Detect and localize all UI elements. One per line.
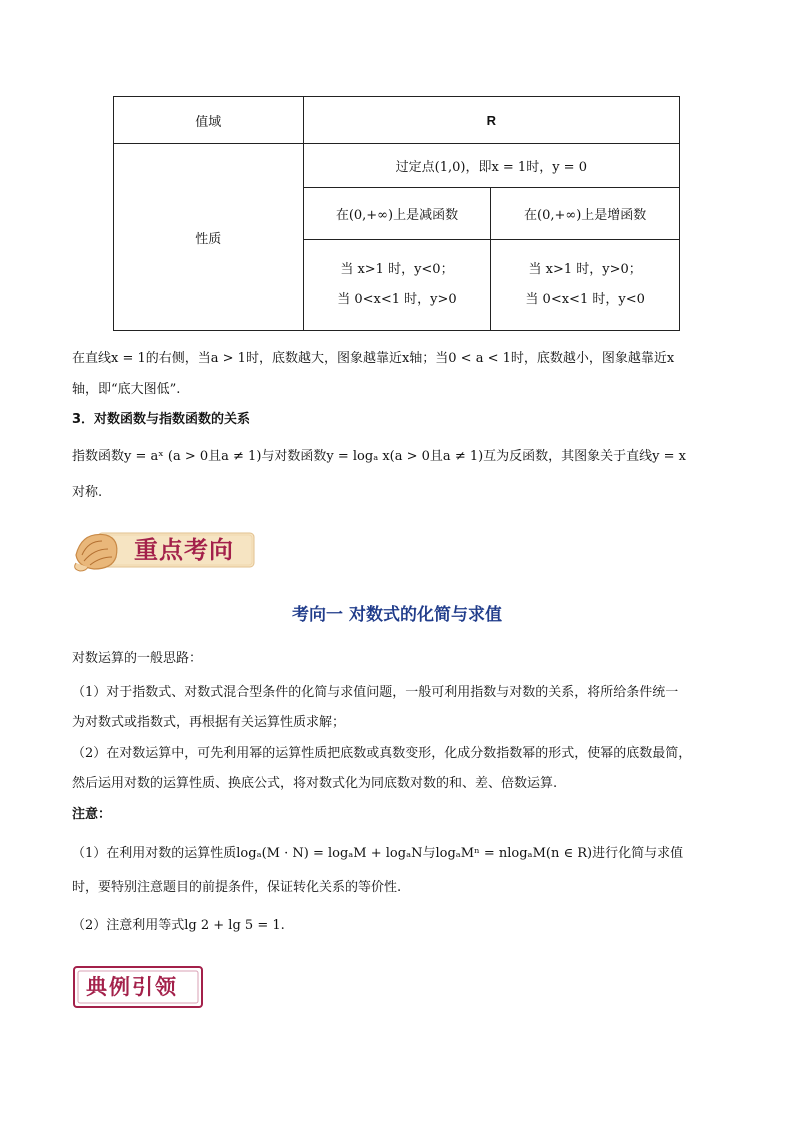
example-badge-label: 典例引领 [86,975,178,999]
para1-line1: 在直线x = 1的右侧，当a > 1时，底数越大，图象越靠近x轴；当0 < a < 1时，底数越小，图象越靠近x [72,351,675,366]
property-label: 性质 [114,144,304,331]
right-range-line1: 当 x>1 时，y>0； [528,262,642,277]
note-title: 注意： [72,807,112,822]
section-heading: 考向一 对数式的化简与求值 [292,605,502,625]
left-range-line2: 当 0<x<1 时，y>0 [337,292,457,307]
section3-line1: 指数函数y = aˣ (a > 0且a ≠ 1)与对数函数y = logₐ x(a > 0且a ≠ 1)互为反函数，其图象关于直线y = x [72,449,687,464]
item1-line2: 为对数式或指数式，再根据有关运算性质求解； [72,715,346,730]
focus-badge [72,525,258,575]
right-range-line2: 当 0<x<1 时，y<0 [525,292,645,307]
item2-line2: 然后运用对数的运算性质、换底公式，将对数式化为同底数对数的和、差、倍数运算. [72,776,558,791]
properties-table [113,96,680,331]
intro-text: 对数运算的一般思路： [72,651,203,666]
left-range-cell [303,240,491,331]
note2: （2）注意利用等式lg 2 + lg 5 = 1. [72,918,285,933]
section3-line2: 对称. [72,485,103,500]
fixed-point-cell: 过定点(1,0)，即x = 1时，y = 0 [303,144,679,188]
note1-line1: （1）在利用对数的运算性质logₐ(M · N) = logₐM + logₐN与logₐMⁿ = nlogₐM(n ∈ R)进行化简与求值 [72,846,684,861]
domain-value: R [303,97,679,144]
example-badge [72,965,204,1009]
domain-label: 值域 [114,97,304,144]
item2-line1: （2）在对数运算中，可先利用幂的运算性质把底数或真数变形，化成分数指数幂的形式，使幂的底数最简， [72,746,692,761]
left-range-line1: 当 x>1 时，y<0； [340,262,454,277]
right-range-cell [491,240,680,331]
note1-line2: 时，要特别注意题目的前提条件，保证转化关系的等价性. [72,880,402,895]
decreasing-cell: 在(0,+∞)上是减函数 [303,188,491,240]
para1-line2: 轴，即“底大图低”. [72,382,181,397]
item1-line1: （1）对于指数式、对数式混合型条件的化简与求值问题，一般可利用指数与对数的关系，将所给条件统一 [72,685,679,700]
section3-title: 3．对数函数与指数函数的关系 [72,412,251,427]
increasing-cell: 在(0,+∞)上是增函数 [491,188,680,240]
focus-badge-label: 重点考向 [134,536,234,564]
